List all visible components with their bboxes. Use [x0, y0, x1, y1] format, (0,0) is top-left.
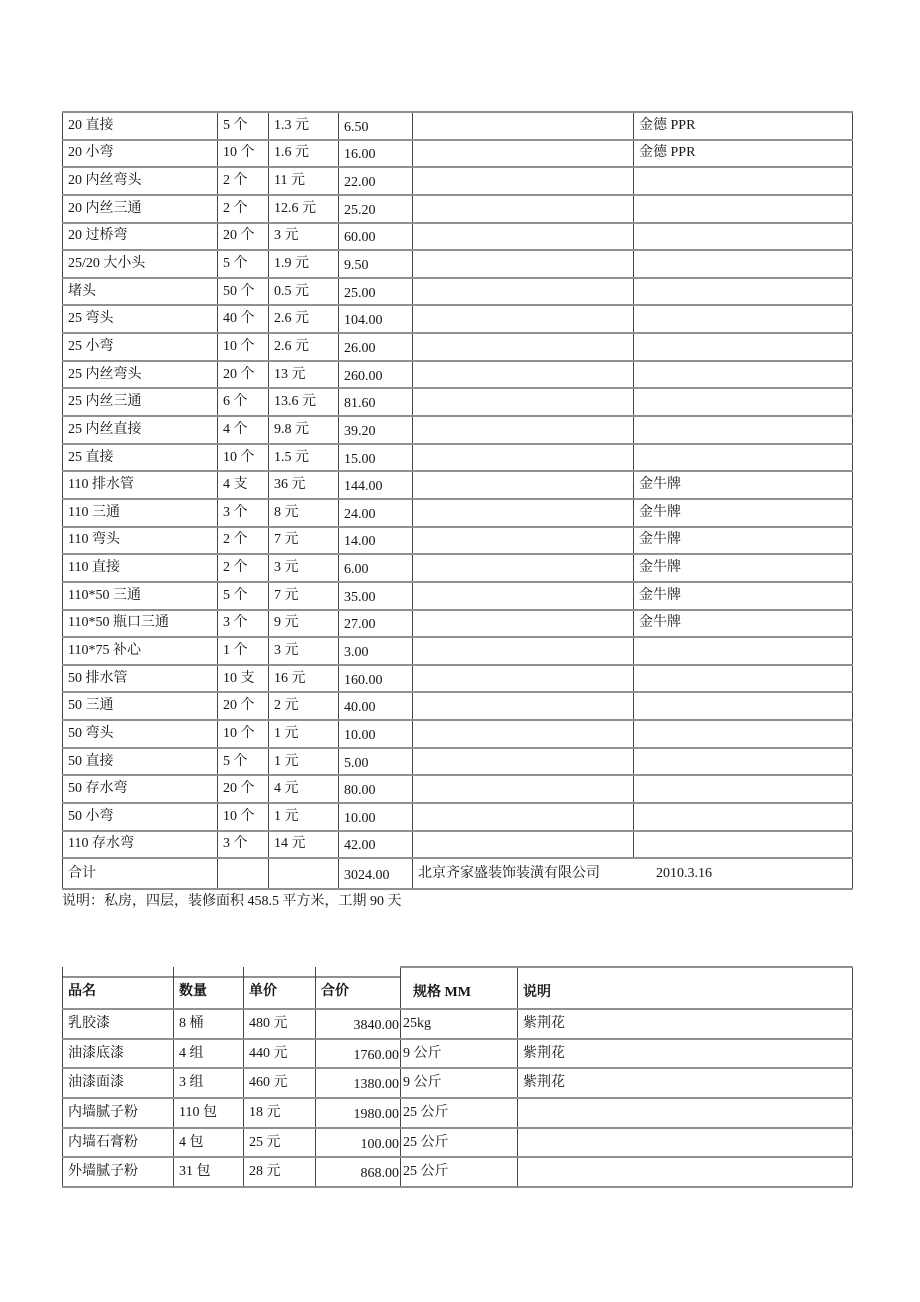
item-name-cell: 油漆底漆: [63, 1039, 174, 1069]
total-cell-value: 35.00: [344, 589, 376, 605]
spec-cell: [413, 803, 634, 831]
brand-cell: 金牛牌: [634, 582, 853, 610]
total-cell: [339, 112, 413, 140]
brand-cell: [634, 223, 853, 251]
unit-price-cell: 13.6 元: [269, 388, 339, 416]
note-cell: [518, 1128, 853, 1158]
remark-line: 说明：私房，四层，装修面积 458.5 平方米，工期 90 天: [62, 894, 402, 909]
grand-total-value: 3024.00: [344, 867, 390, 883]
total-cell: [339, 278, 413, 306]
spec-cell: [413, 527, 634, 555]
brand-cell: 金牛牌: [634, 499, 853, 527]
quantity-cell: 10 个: [218, 140, 269, 168]
spec-cell: [413, 610, 634, 638]
brand-cell: 金牛牌: [634, 527, 853, 555]
spec-cell: [413, 720, 634, 748]
total-cell: [339, 305, 413, 333]
item-name-cell: 25 内丝三通: [63, 388, 218, 416]
table-row: [63, 527, 853, 555]
company-name: 北京齐家盛装饰装潢有限公司: [418, 865, 600, 881]
unit-price-cell: 9.8 元: [269, 416, 339, 444]
table-row: [63, 140, 853, 168]
item-name-cell: 25 直接: [63, 444, 218, 472]
quantity-cell: 20 个: [218, 223, 269, 251]
total-row: [63, 858, 853, 889]
unit-price-cell: 1 元: [269, 748, 339, 776]
brand-cell: 金德 PPR: [634, 140, 853, 168]
item-name-cell: 油漆面漆: [63, 1068, 174, 1098]
quantity-cell: 31 包: [174, 1157, 244, 1187]
item-name-cell: 50 小弯: [63, 803, 218, 831]
unit-price-cell: 1.3 元: [269, 112, 339, 140]
header-quantity: 数量: [174, 967, 244, 1009]
unit-price-cell: 4 元: [269, 775, 339, 803]
brand-cell: [634, 250, 853, 278]
item-name-cell: 乳胶漆: [63, 1009, 174, 1039]
table-row: [63, 112, 853, 140]
quantity-cell: 4 支: [218, 471, 269, 499]
brand-cell: [634, 831, 853, 859]
total-cell: [316, 1157, 401, 1187]
table-row: [63, 637, 853, 665]
total-cell-value: 1760.00: [353, 1047, 399, 1063]
item-name-cell: 20 内丝弯头: [63, 167, 218, 195]
company-date-cell: [413, 858, 853, 889]
table-row: [63, 748, 853, 776]
table-row: [63, 223, 853, 251]
spec-cell: 25kg: [401, 1009, 518, 1039]
table-row: [63, 554, 853, 582]
spec-cell: [413, 416, 634, 444]
table-row: [63, 444, 853, 472]
paint-table-header-row: [63, 967, 853, 1009]
spec-cell: [413, 692, 634, 720]
note-cell: [518, 1098, 853, 1128]
unit-price-cell: 7 元: [269, 527, 339, 555]
quantity-cell: 1 个: [218, 637, 269, 665]
total-cell: [316, 1098, 401, 1128]
item-name-cell: 110*50 三通: [63, 582, 218, 610]
total-cell: [339, 527, 413, 555]
brand-cell: [634, 748, 853, 776]
item-name-cell: 50 直接: [63, 748, 218, 776]
unit-price-cell: 2.6 元: [269, 333, 339, 361]
spec-cell: [413, 665, 634, 693]
total-cell: [339, 831, 413, 859]
paint-materials-rows: [63, 1009, 853, 1187]
item-name-cell: 110 存水弯: [63, 831, 218, 859]
item-name-cell: 堵头: [63, 278, 218, 306]
total-cell-value: 27.00: [344, 617, 376, 633]
spec-cell: [413, 361, 634, 389]
total-cell: [339, 444, 413, 472]
table-row: [63, 1009, 853, 1039]
spec-cell: [413, 554, 634, 582]
spec-cell: [413, 831, 634, 859]
quantity-cell: 20 个: [218, 361, 269, 389]
item-name-cell: 50 弯头: [63, 720, 218, 748]
pipe-fittings-rows: [63, 112, 853, 858]
item-name-cell: 110 三通: [63, 499, 218, 527]
total-cell-value: 60.00: [344, 230, 376, 246]
quantity-cell: 8 桶: [174, 1009, 244, 1039]
total-cell: [339, 195, 413, 223]
quantity-cell: 5 个: [218, 250, 269, 278]
total-cell-value: 81.60: [344, 396, 376, 412]
item-name-cell: 内墙腻子粉: [63, 1098, 174, 1128]
unit-price-cell: 36 元: [269, 471, 339, 499]
quantity-cell: 4 包: [174, 1128, 244, 1158]
quantity-cell: 3 个: [218, 610, 269, 638]
total-cell: [339, 333, 413, 361]
spec-cell: [413, 388, 634, 416]
spec-cell: [413, 167, 634, 195]
total-cell: [339, 610, 413, 638]
quantity-cell: 2 个: [218, 527, 269, 555]
total-cell-value: 6.00: [344, 562, 369, 578]
table-row: [63, 361, 853, 389]
unit-price-cell: 480 元: [244, 1009, 316, 1039]
quantity-cell: 3 组: [174, 1068, 244, 1098]
total-cell: [339, 692, 413, 720]
spec-cell: [413, 499, 634, 527]
quantity-cell: 110 包: [174, 1098, 244, 1128]
brand-cell: [634, 803, 853, 831]
item-name-cell: 内墙石膏粉: [63, 1128, 174, 1158]
spec-cell: [413, 471, 634, 499]
total-cell: [339, 582, 413, 610]
total-cell-value: 40.00: [344, 700, 376, 716]
spec-cell: [413, 223, 634, 251]
unit-price-cell: 7 元: [269, 582, 339, 610]
item-name-cell: 外墙腻子粉: [63, 1157, 174, 1187]
quantity-cell: 50 个: [218, 278, 269, 306]
unit-price-cell: 13 元: [269, 361, 339, 389]
unit-price-cell: 1 元: [269, 720, 339, 748]
quantity-cell: 6 个: [218, 388, 269, 416]
total-cell-value: 25.20: [344, 202, 376, 218]
quantity-cell: 3 个: [218, 831, 269, 859]
total-cell: [316, 1068, 401, 1098]
total-cell: [316, 1128, 401, 1158]
total-cell: [339, 720, 413, 748]
total-cell-value: 9.50: [344, 258, 369, 274]
paint-materials-table: [62, 966, 853, 1188]
pipe-fittings-footer: [63, 858, 853, 889]
item-name-cell: 25 内丝直接: [63, 416, 218, 444]
note-cell: [518, 1157, 853, 1187]
unit-price-cell: 1 元: [269, 803, 339, 831]
quantity-cell: 4 组: [174, 1039, 244, 1069]
brand-cell: 金牛牌: [634, 471, 853, 499]
brand-cell: 金牛牌: [634, 610, 853, 638]
brand-cell: [634, 692, 853, 720]
item-name-cell: 110*75 补心: [63, 637, 218, 665]
total-cell-value: 104.00: [344, 313, 383, 329]
unit-price-cell: 1.5 元: [269, 444, 339, 472]
spec-cell: [413, 195, 634, 223]
spec-cell: [413, 278, 634, 306]
item-name-cell: 20 过桥弯: [63, 223, 218, 251]
brand-cell: [634, 195, 853, 223]
total-cell: [339, 361, 413, 389]
note-cell: 紫荆花: [518, 1068, 853, 1098]
total-label-cell: 合计: [63, 858, 218, 889]
total-cell-value: 80.00: [344, 783, 376, 799]
item-name-cell: 110 弯头: [63, 527, 218, 555]
pipe-fittings-table: [62, 111, 853, 890]
item-name-cell: 20 直接: [63, 112, 218, 140]
total-cell-value: 160.00: [344, 672, 383, 688]
quantity-cell: 5 个: [218, 748, 269, 776]
total-cell: [339, 140, 413, 168]
spec-cell: 25 公斤: [401, 1157, 518, 1187]
total-cell-value: 1380.00: [353, 1077, 399, 1093]
quantity-cell: 5 个: [218, 582, 269, 610]
table-row: [63, 692, 853, 720]
spec-cell: [413, 305, 634, 333]
table-row: [63, 831, 853, 859]
total-cell-value: 3840.00: [353, 1017, 399, 1033]
table-row: [63, 803, 853, 831]
total-cell-value: 100.00: [360, 1136, 399, 1152]
empty-cell: [269, 858, 339, 889]
item-name-cell: 25/20 大小头: [63, 250, 218, 278]
total-cell: [339, 499, 413, 527]
brand-cell: [634, 388, 853, 416]
table-row: [63, 416, 853, 444]
table-row: [63, 610, 853, 638]
document-date: 2010.3.16: [656, 865, 712, 881]
note-cell: 紫荆花: [518, 1009, 853, 1039]
grand-total-cell: [339, 858, 413, 889]
unit-price-cell: 3 元: [269, 223, 339, 251]
brand-cell: [634, 444, 853, 472]
item-name-cell: 20 小弯: [63, 140, 218, 168]
quantity-cell: 20 个: [218, 775, 269, 803]
item-name-cell: 50 三通: [63, 692, 218, 720]
total-cell-value: 25.00: [344, 285, 376, 301]
quantity-cell: 5 个: [218, 112, 269, 140]
quantity-cell: 20 个: [218, 692, 269, 720]
spec-cell: [413, 112, 634, 140]
item-name-cell: 110 直接: [63, 554, 218, 582]
table-row: [63, 582, 853, 610]
total-cell-value: 5.00: [344, 755, 369, 771]
total-cell-value: 15.00: [344, 451, 376, 467]
unit-price-cell: 12.6 元: [269, 195, 339, 223]
spec-cell: [413, 250, 634, 278]
brand-cell: 金德 PPR: [634, 112, 853, 140]
table-row: [63, 1128, 853, 1158]
brand-cell: [634, 167, 853, 195]
total-cell: [339, 416, 413, 444]
spec-cell: [413, 444, 634, 472]
header-spec: 规格 MM: [401, 967, 518, 1009]
table-row: [63, 333, 853, 361]
total-cell-value: 10.00: [344, 727, 376, 743]
total-cell-value: 260.00: [344, 368, 383, 384]
brand-cell: [634, 305, 853, 333]
brand-cell: [634, 333, 853, 361]
table-row: [63, 471, 853, 499]
brand-cell: [634, 775, 853, 803]
table-row: [63, 1039, 853, 1069]
quantity-cell: 2 个: [218, 554, 269, 582]
total-cell-value: 42.00: [344, 838, 376, 854]
total-cell: [339, 803, 413, 831]
table-row: [63, 499, 853, 527]
table-row: [63, 665, 853, 693]
unit-price-cell: 3 元: [269, 637, 339, 665]
spec-cell: 25 公斤: [401, 1098, 518, 1128]
unit-price-cell: 11 元: [269, 167, 339, 195]
quantity-cell: 4 个: [218, 416, 269, 444]
quantity-cell: 10 个: [218, 333, 269, 361]
brand-cell: [634, 416, 853, 444]
table-row: [63, 1098, 853, 1128]
total-cell-value: 1980.00: [353, 1106, 399, 1122]
spec-cell: 9 公斤: [401, 1039, 518, 1069]
brand-cell: [634, 637, 853, 665]
spec-cell: [413, 748, 634, 776]
total-cell: [339, 637, 413, 665]
total-cell-value: 144.00: [344, 479, 383, 495]
total-cell-value: 24.00: [344, 506, 376, 522]
brand-cell: [634, 720, 853, 748]
item-name-cell: 50 存水弯: [63, 775, 218, 803]
brand-cell: [634, 361, 853, 389]
unit-price-cell: 440 元: [244, 1039, 316, 1069]
total-cell: [339, 665, 413, 693]
header-note: 说明: [518, 967, 853, 1009]
quantity-cell: 10 个: [218, 444, 269, 472]
total-cell: [339, 775, 413, 803]
header-total-price: 合价: [316, 967, 401, 1009]
total-cell: [339, 167, 413, 195]
total-cell: [339, 748, 413, 776]
unit-price-cell: 8 元: [269, 499, 339, 527]
brand-cell: [634, 278, 853, 306]
item-name-cell: 110*50 瓶口三通: [63, 610, 218, 638]
total-cell: [316, 1009, 401, 1039]
table-row: [63, 775, 853, 803]
total-cell: [316, 1039, 401, 1069]
quantity-cell: 10 个: [218, 803, 269, 831]
unit-price-cell: 1.9 元: [269, 250, 339, 278]
total-cell-value: 16.00: [344, 147, 376, 163]
spec-cell: [413, 140, 634, 168]
item-name-cell: 20 内丝三通: [63, 195, 218, 223]
brand-cell: 金牛牌: [634, 554, 853, 582]
unit-price-cell: 460 元: [244, 1068, 316, 1098]
note-cell: 紫荆花: [518, 1039, 853, 1069]
total-cell-value: 868.00: [360, 1166, 399, 1182]
table-row: [63, 720, 853, 748]
total-cell-value: 3.00: [344, 644, 369, 660]
spec-cell: [413, 637, 634, 665]
brand-cell: [634, 665, 853, 693]
unit-price-cell: 3 元: [269, 554, 339, 582]
unit-price-cell: 14 元: [269, 831, 339, 859]
unit-price-cell: 18 元: [244, 1098, 316, 1128]
quantity-cell: 10 支: [218, 665, 269, 693]
table-row: [63, 1068, 853, 1098]
item-name-cell: 25 弯头: [63, 305, 218, 333]
header-unit-price: 单价: [244, 967, 316, 1009]
item-name-cell: 110 排水管: [63, 471, 218, 499]
total-cell-value: 39.20: [344, 423, 376, 439]
total-cell: [339, 388, 413, 416]
quantity-cell: 40 个: [218, 305, 269, 333]
quantity-cell: 3 个: [218, 499, 269, 527]
table-row: [63, 305, 853, 333]
unit-price-cell: 25 元: [244, 1128, 316, 1158]
spec-cell: [413, 775, 634, 803]
unit-price-cell: 2.6 元: [269, 305, 339, 333]
unit-price-cell: 28 元: [244, 1157, 316, 1187]
unit-price-cell: 9 元: [269, 610, 339, 638]
spec-cell: 9 公斤: [401, 1068, 518, 1098]
total-cell-value: 10.00: [344, 810, 376, 826]
header-item-name: 品名: [63, 967, 174, 1009]
quantity-cell: 10 个: [218, 720, 269, 748]
quantity-cell: 2 个: [218, 195, 269, 223]
quantity-cell: 2 个: [218, 167, 269, 195]
table-row: [63, 195, 853, 223]
unit-price-cell: 16 元: [269, 665, 339, 693]
table-row: [63, 388, 853, 416]
total-cell-value: 26.00: [344, 340, 376, 356]
table-row: [63, 278, 853, 306]
table-row: [63, 167, 853, 195]
total-cell: [339, 250, 413, 278]
item-name-cell: 25 内丝弯头: [63, 361, 218, 389]
table-row: [63, 250, 853, 278]
spec-cell: [413, 582, 634, 610]
spec-cell: 25 公斤: [401, 1128, 518, 1158]
unit-price-cell: 0.5 元: [269, 278, 339, 306]
empty-cell: [218, 858, 269, 889]
total-cell-value: 6.50: [344, 119, 369, 135]
spec-cell: [413, 333, 634, 361]
item-name-cell: 50 排水管: [63, 665, 218, 693]
total-cell-value: 22.00: [344, 175, 376, 191]
unit-price-cell: 1.6 元: [269, 140, 339, 168]
total-cell: [339, 554, 413, 582]
item-name-cell: 25 小弯: [63, 333, 218, 361]
total-cell: [339, 471, 413, 499]
table-row: [63, 1157, 853, 1187]
total-cell: [339, 223, 413, 251]
total-cell-value: 14.00: [344, 534, 376, 550]
unit-price-cell: 2 元: [269, 692, 339, 720]
